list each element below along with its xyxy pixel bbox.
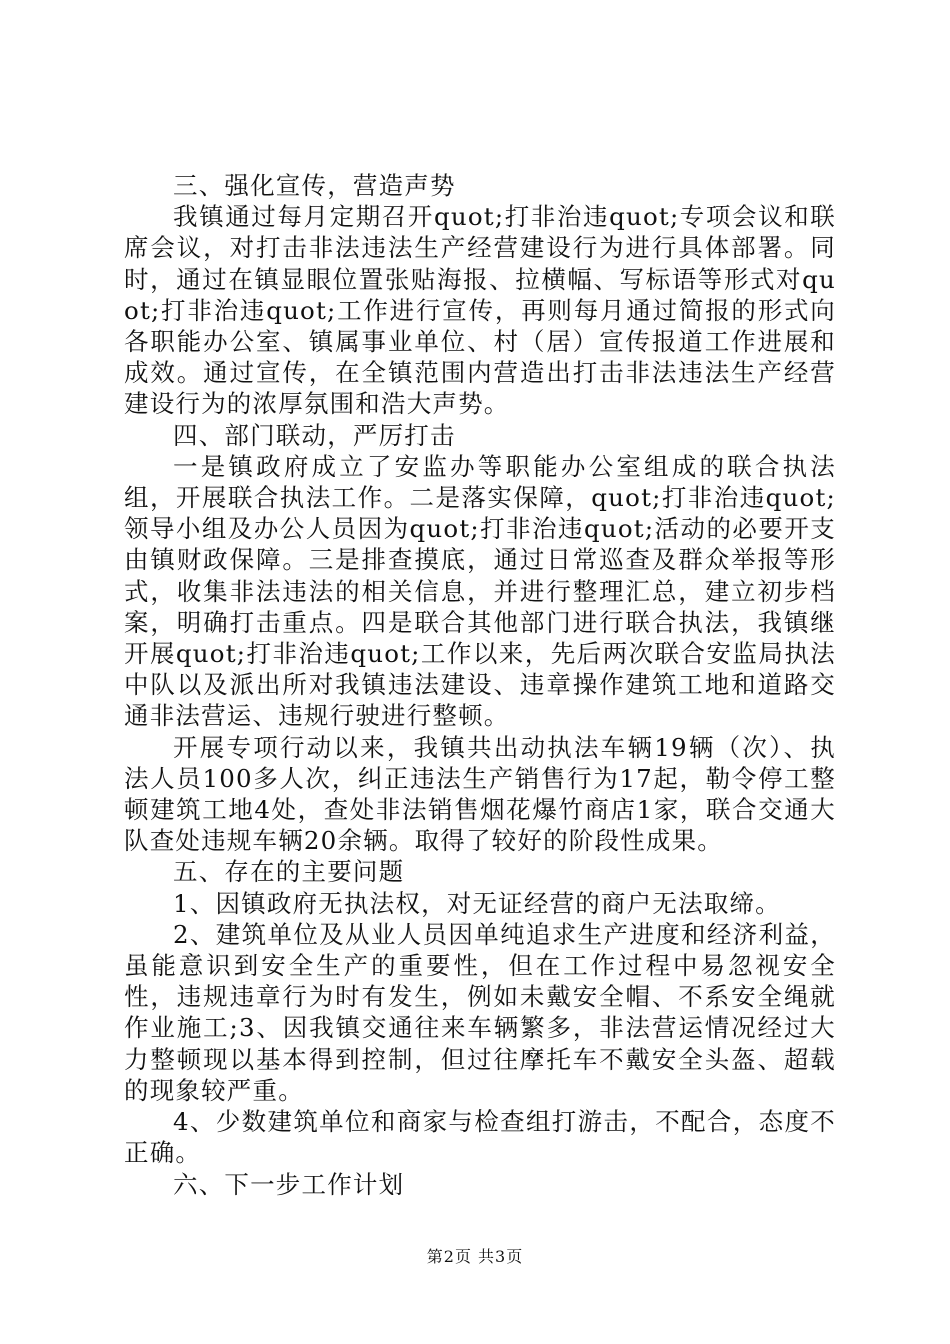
paragraph-publicity: 我镇通过每月定期召开quot;打非治违quot;专项会议和联席会议，对打击非法违法生产经营建设行为进行具体部署。同时，通过在镇显眼位置张贴海报、拉横幅、写标语等形式对quot;打非治违quot;工作进行宣传，再则每月通过简报的形式向各职能办公室、镇属事业单位、村（居）宣传报道工作进展和成效。通过宣传，在全镇范围内营造出打击非法违法生产经营建设行为的浓厚氛围和浩大声势。 (124, 202, 836, 419)
paragraph-joint-enforcement: 一是镇政府成立了安监办等职能办公室组成的联合执法组，开展联合执法工作。二是落实保障，quot;打非治违quot;领导小组及办公人员因为quot;打非治违quot;活动的必要开支由镇财政保障。三是排查摸底，通过日常巡查及群众举报等形式，收集非法违法的相关信息，并进行整理汇总，建立初步档案，明确打击重点。四是联合其他部门进行联合执法，我镇继开展quot;打非治违quot;工作以来，先后两次联合安监局执法中队以及派出所对我镇违法建设、违章操作建筑工地和道路交通非法营运、违规行驶进行整顿。 (124, 451, 836, 731)
section-heading-6: 六、下一步工作计划 (173, 1169, 405, 1199)
section-heading-4: 四、部门联动，严厉打击 (173, 420, 456, 450)
document-body (124, 170, 836, 1200)
paragraph-results: 开展专项行动以来，我镇共出动执法车辆19辆（次）、执法人员100多人次，纠正违法生产销售行为17起，勒令停工整顿建筑工地4处，查处非法销售烟花爆竹商店1家，联合交通大队查处违规车辆20余辆。取得了较好的阶段性成果。 (124, 732, 836, 856)
section-heading-3: 三、强化宣传，营造声势 (173, 171, 456, 200)
section-heading-5: 五、存在的主要问题 (173, 857, 405, 887)
issue-item-2-3: 2、建筑单位及从业人员因单纯追求生产进度和经济利益，虽能意识到安全生产的重要性，但在工作过程中易忽视安全性，违规违章行为时有发生，例如未戴安全帽、不系安全绳就作业施工;3、因我镇交通往来车辆繁多，非法营运情况经过大力整顿现以基本得到控制，但过往摩托车不戴安全头盔、超载的现象较严重。 (124, 919, 836, 1105)
page-number-footer: 第2页 共3页 (426, 1247, 524, 1266)
issue-item-1: 1、因镇政府无执法权，对无证经营的商户无法取缔。 (173, 888, 781, 918)
issue-item-4: 4、少数建筑单位和商家与检查组打游击，不配合，态度不正确。 (124, 1107, 836, 1168)
